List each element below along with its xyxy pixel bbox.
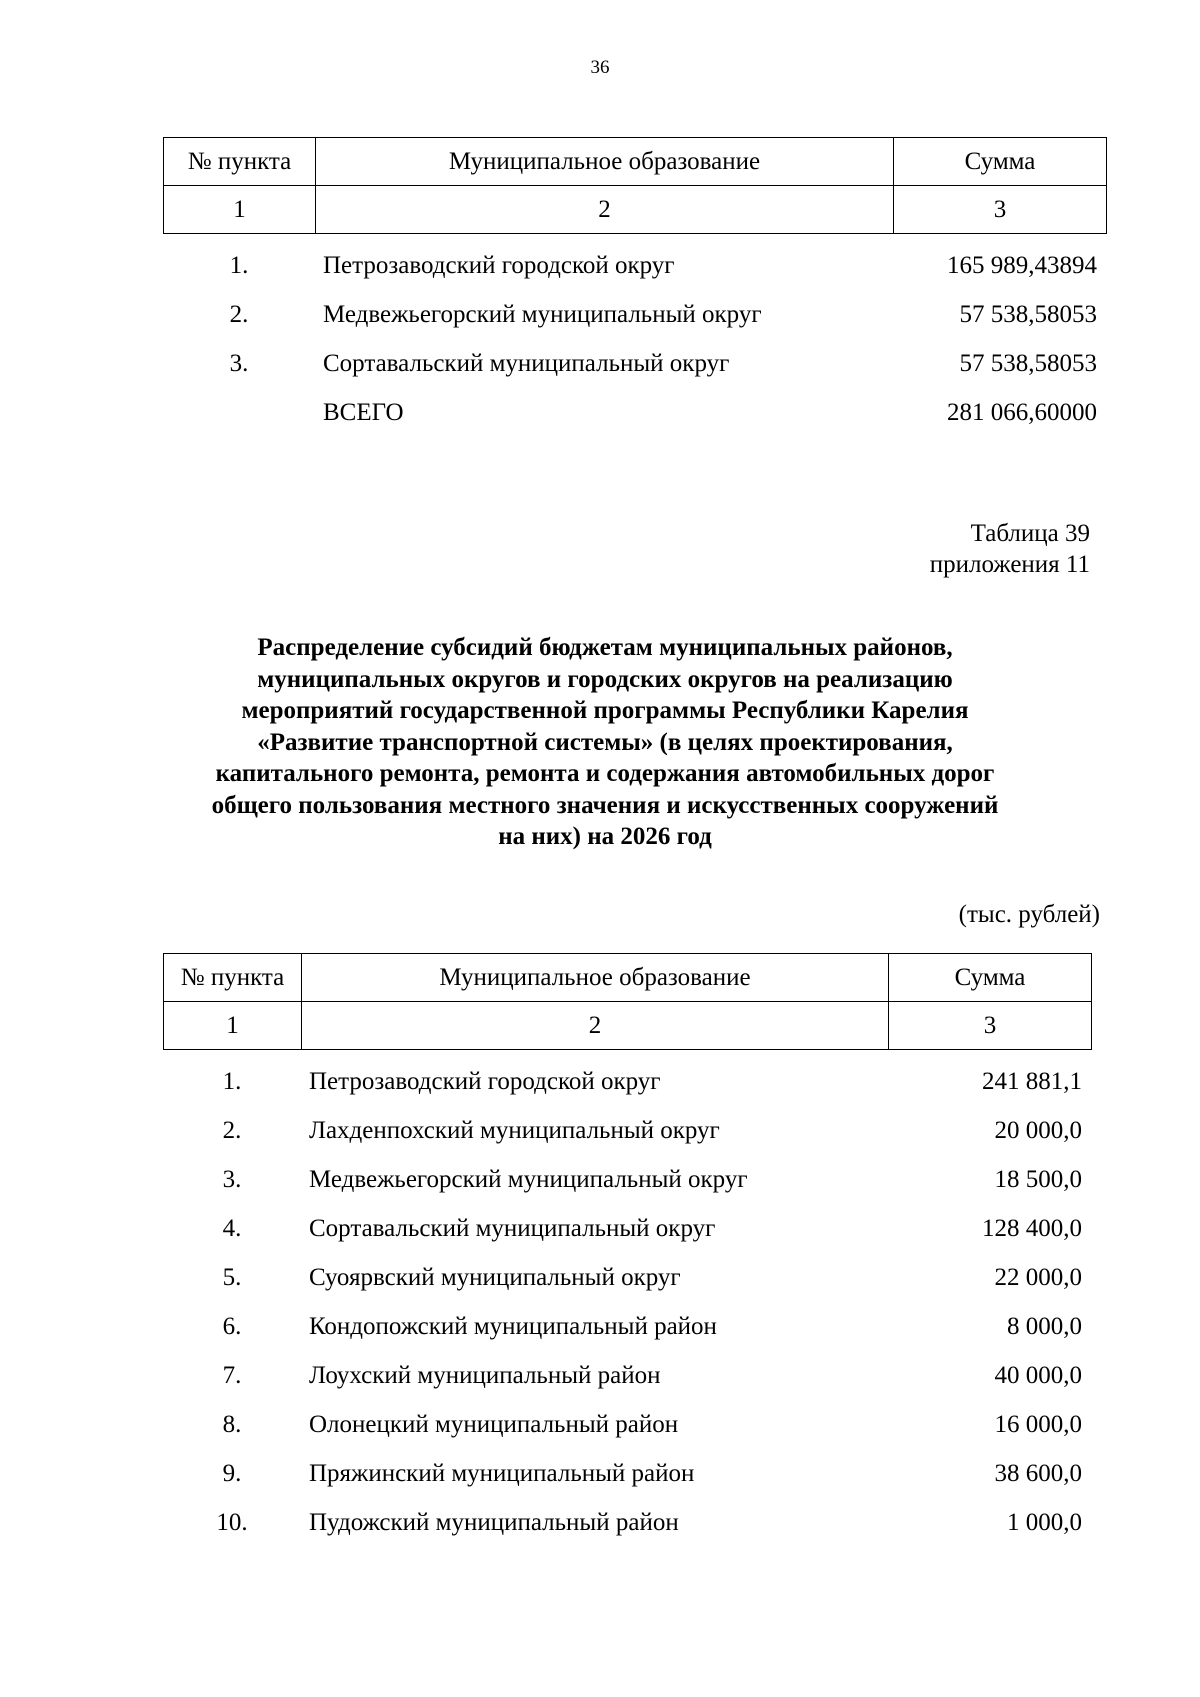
title-line: Распределение субсидий бюджетам муниципальных районов, <box>257 634 953 661</box>
row-municipality: Сортавальский муниципальный округ <box>323 350 730 377</box>
caption-appendix: приложения 11 <box>929 551 1090 578</box>
table1-colnum-2: 2 <box>316 186 894 234</box>
row-amount: 128 400,0 <box>982 1215 1082 1242</box>
title-line: муниципальных округов и городских округов на реализацию <box>257 665 953 693</box>
title-line: на них) на 2026 год <box>498 823 712 850</box>
row-amount: 165 989,43894 <box>947 252 1097 279</box>
table2-header-sum: Сумма <box>889 954 1092 1002</box>
title-line: общего пользования местного значения и искусственных сооружений <box>211 791 999 819</box>
row-municipality: Петрозаводский городской округ <box>309 1068 661 1095</box>
row-municipality: Кондопожский муниципальный район <box>309 1313 717 1340</box>
table2-column-numbers <box>164 1002 1092 1050</box>
table-row <box>163 1351 1091 1400</box>
table1-header-row <box>164 138 1107 186</box>
row-amount: 241 881,1 <box>982 1068 1082 1095</box>
table2-header-row <box>164 954 1092 1002</box>
caption-table-number: Таблица 39 <box>970 520 1090 547</box>
row-municipality: Пряжинский муниципальный район <box>309 1460 695 1487</box>
units-label: (тыс. рублей) <box>958 901 1100 928</box>
table-row <box>163 290 1106 339</box>
table1-body <box>163 241 1106 437</box>
table-row <box>163 1106 1091 1155</box>
row-number: 2. <box>222 1117 242 1144</box>
row-number: 9. <box>222 1460 242 1487</box>
title-line: мероприятий государственной программы Республики Карелия <box>241 697 969 724</box>
row-municipality: Олонецкий муниципальный район <box>309 1411 679 1438</box>
row-amount: 20 000,0 <box>994 1117 1082 1144</box>
table1-column-numbers <box>164 186 1107 234</box>
row-number: 4. <box>222 1215 242 1242</box>
row-municipality: Лоухский муниципальный район <box>309 1362 661 1389</box>
table-row <box>163 1498 1091 1547</box>
row-number: 7. <box>222 1362 242 1389</box>
row-amount: 38 600,0 <box>994 1460 1082 1487</box>
row-amount: 40 000,0 <box>994 1362 1082 1389</box>
table-row <box>163 339 1106 388</box>
total-label: ВСЕГО <box>323 399 404 426</box>
table-row <box>163 1155 1091 1204</box>
row-number: 3. <box>222 1166 242 1193</box>
table2-header-name: Муниципальное образование <box>302 954 889 1002</box>
title-line: «Развитие транспортной системы» (в целях проектирования, <box>257 728 953 756</box>
row-number: 6. <box>222 1313 242 1340</box>
row-municipality: Лахденпохский муниципальный округ <box>309 1117 720 1144</box>
row-municipality: Сортавальский муниципальный округ <box>309 1215 716 1242</box>
table2-body <box>163 1057 1091 1547</box>
table-row <box>163 1449 1091 1498</box>
table-row <box>163 1302 1091 1351</box>
row-amount: 57 538,58053 <box>959 350 1097 377</box>
table2-colnum-3: 3 <box>889 1002 1092 1050</box>
table-row <box>163 1400 1091 1449</box>
table1-header-sum: Сумма <box>894 138 1107 186</box>
table1-header <box>163 137 1107 234</box>
table2-colnum-1: 1 <box>164 1002 302 1050</box>
row-municipality: Медвежьегорский муниципальный округ <box>309 1166 748 1193</box>
row-number: 1. <box>229 252 249 279</box>
row-amount: 57 538,58053 <box>959 301 1097 328</box>
table2-header-num: № пункта <box>164 954 302 1002</box>
table-caption <box>930 518 1090 580</box>
row-number: 8. <box>222 1411 242 1438</box>
document-title <box>150 632 1060 853</box>
row-number: 2. <box>229 301 249 328</box>
page-number: 36 <box>590 57 610 78</box>
row-amount: 18 500,0 <box>994 1166 1082 1193</box>
table-row <box>163 1253 1091 1302</box>
row-municipality: Пудожский муниципальный район <box>309 1509 679 1536</box>
row-amount: 16 000,0 <box>994 1411 1082 1438</box>
table1-header-num: № пункта <box>164 138 316 186</box>
row-municipality: Суоярвский муниципальный округ <box>309 1264 681 1291</box>
row-amount: 8 000,0 <box>1007 1313 1082 1340</box>
row-number: 1. <box>222 1068 242 1095</box>
table2-header <box>163 953 1092 1050</box>
row-amount: 22 000,0 <box>994 1264 1082 1291</box>
row-municipality: Петрозаводский городской округ <box>323 252 675 279</box>
table-row <box>163 241 1106 290</box>
table2-colnum-2: 2 <box>302 1002 889 1050</box>
table-row <box>163 1057 1091 1106</box>
row-number: 10. <box>216 1509 248 1536</box>
total-amount: 281 066,60000 <box>947 399 1097 426</box>
title-line: капитального ремонта, ремонта и содержания автомобильных дорог <box>215 760 995 787</box>
table1-header-name: Муниципальное образование <box>316 138 894 186</box>
row-amount: 1 000,0 <box>1007 1509 1082 1536</box>
row-number: 5. <box>222 1264 242 1291</box>
row-number: 3. <box>229 350 249 377</box>
total-row <box>163 388 1106 437</box>
table-row <box>163 1204 1091 1253</box>
table1-colnum-3: 3 <box>894 186 1107 234</box>
row-municipality: Медвежьегорский муниципальный округ <box>323 301 762 328</box>
table1-colnum-1: 1 <box>164 186 316 234</box>
